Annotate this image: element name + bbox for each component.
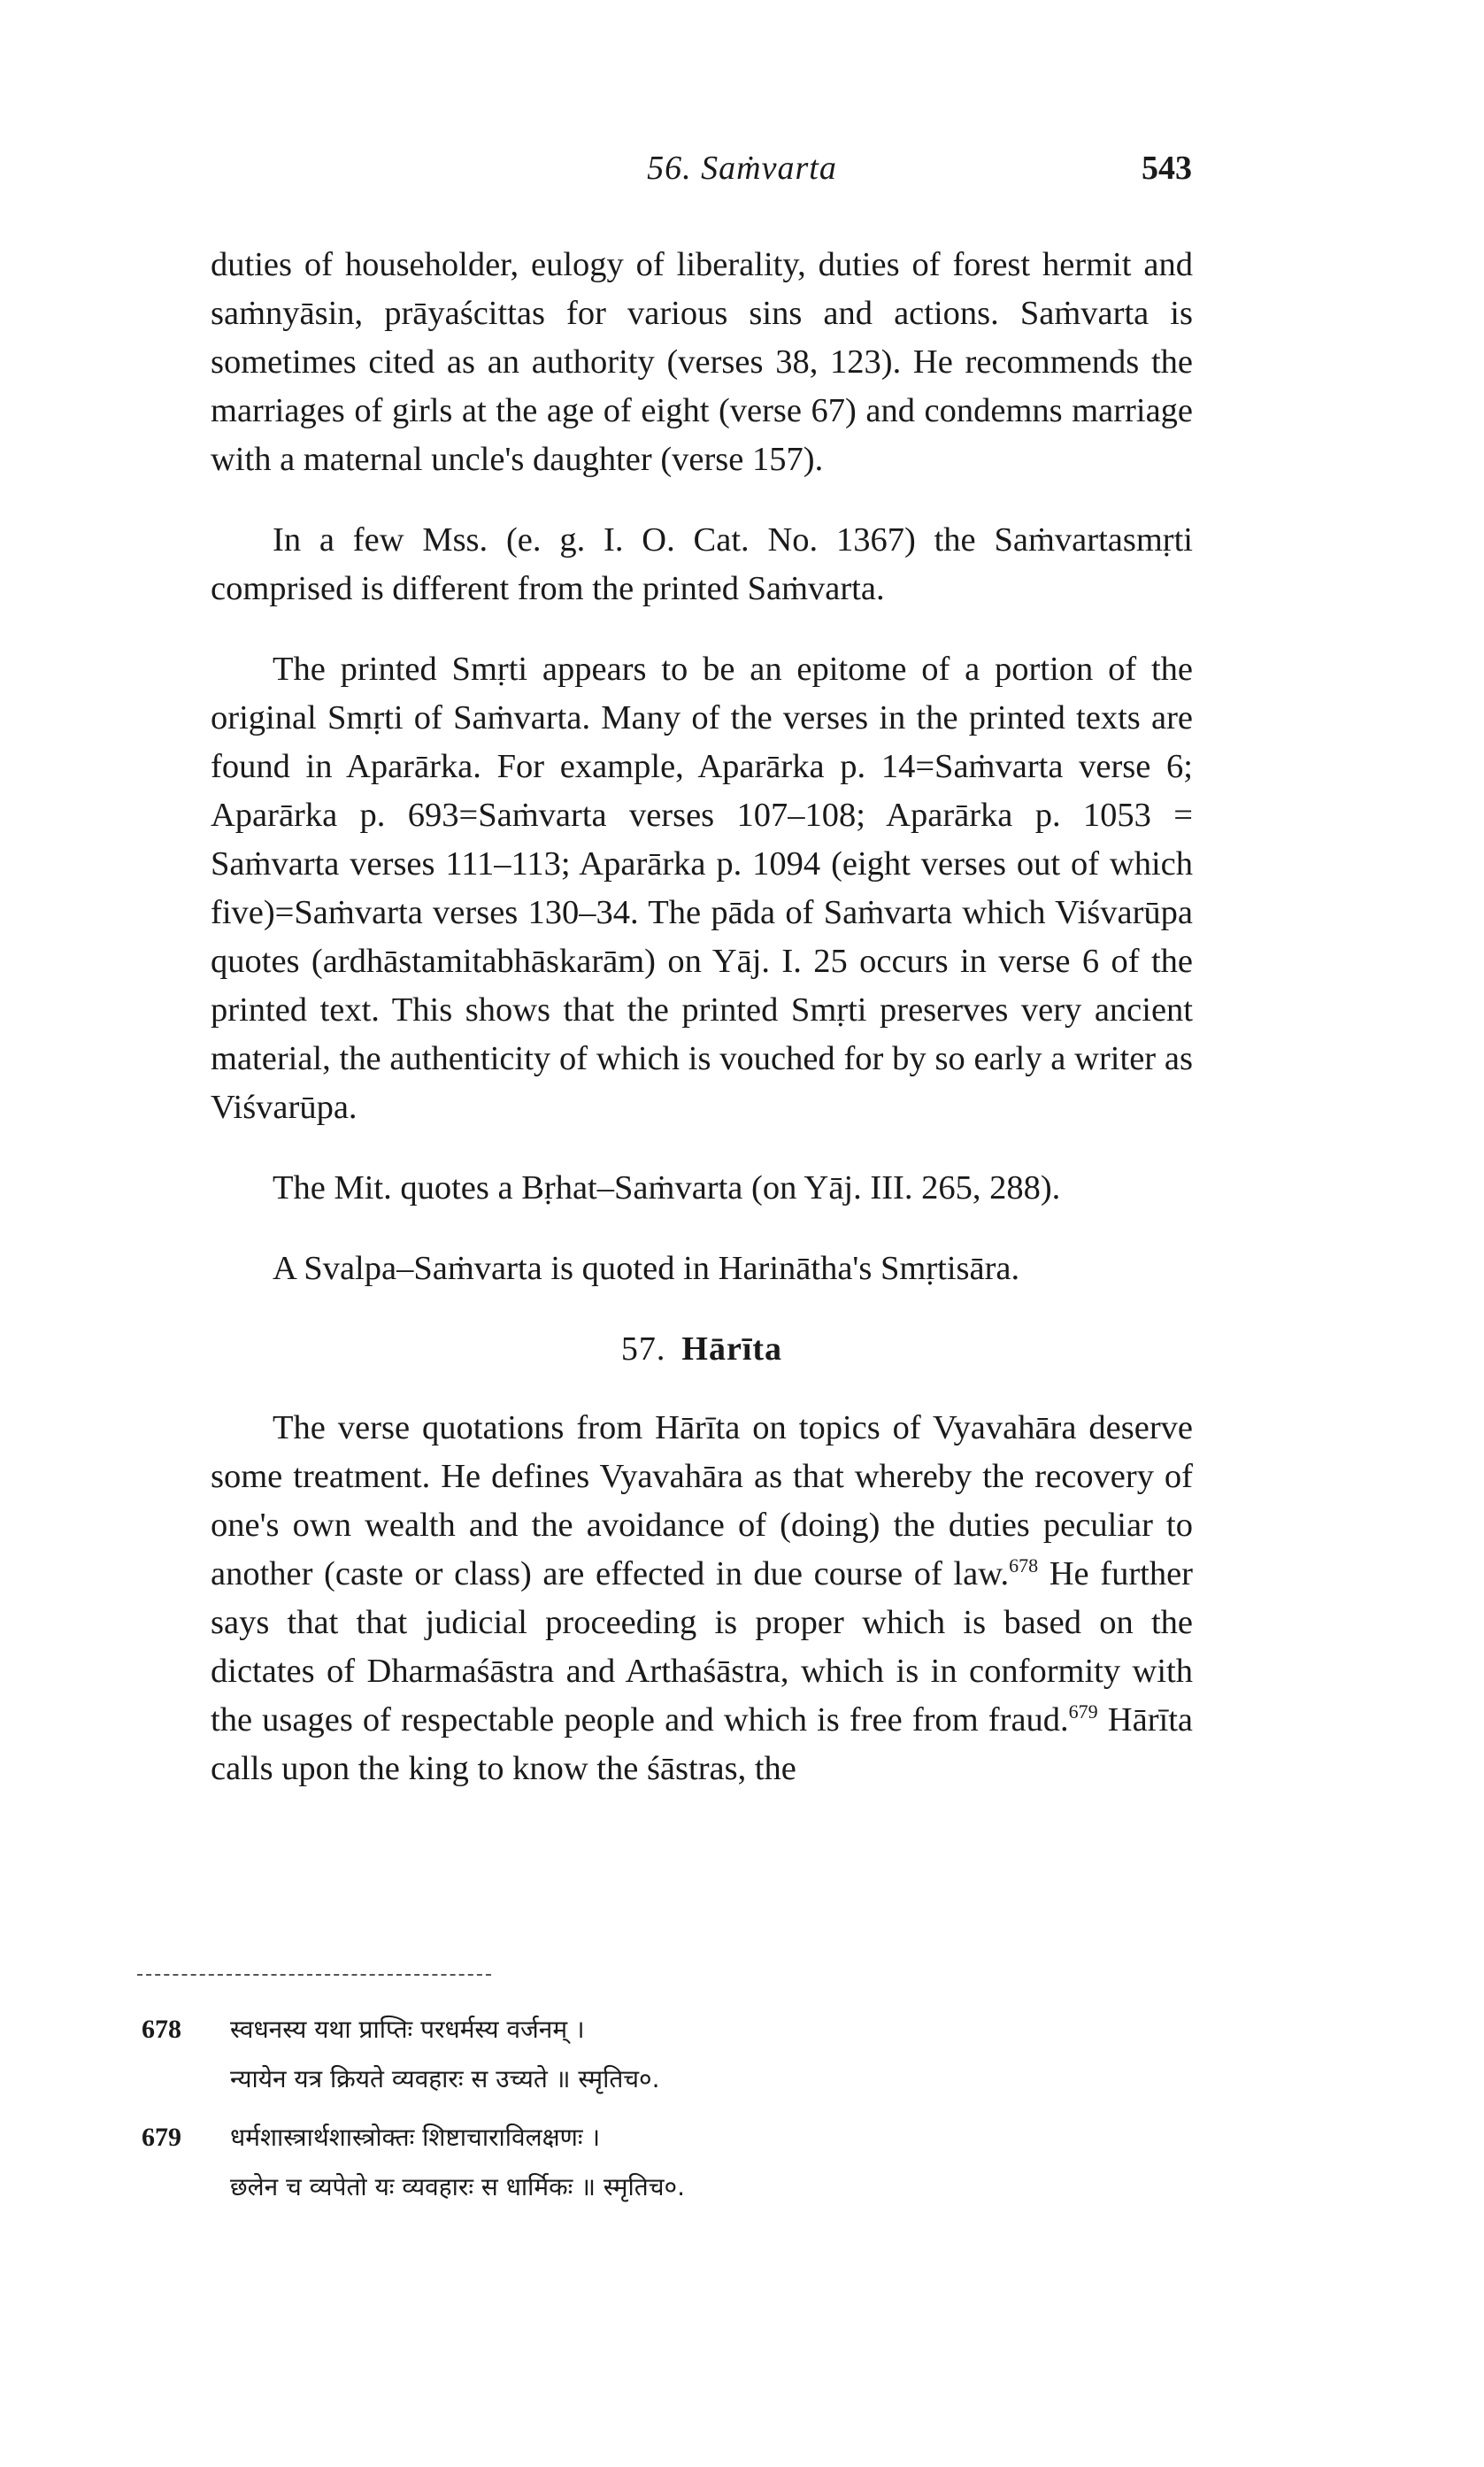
footnote-line: न्यायेन यत्र क्रियते व्यवहारः स उच्यते ॥ स्मृतिच०. — [230, 2064, 660, 2093]
section-heading — [211, 1325, 1193, 1374]
chapter-title: 56. Saṁvarta — [647, 150, 837, 187]
harita-text-1: The verse quotations from Hārīta on topics of Vyavahāra deserve some treatment. He defines Vyavahāra as that whereby the recovery of one's own wealth and the avoidance of (doing) the duties peculiar to another (caste or class) are effected in due course of law. — [211, 1409, 1193, 1592]
harita-text-2: He further says that that judicial proceeding is proper which is based on the dictates of Dharmaśāstra and Arthaśāstra, which is in conformity with the usages of respectable people and which is free from fraud. — [211, 1555, 1193, 1738]
paragraph-printed-smrti: The printed Smṛti appears to be an epitome of a portion of the original Smṛti of Saṁvarta. Many of the verses in the printed texts are found in Aparārka. For example, Aparārka p. 14=Saṁvarta verse 6; Aparārka p. 693=Saṁvarta verses 107–108; Aparārka p. 1053 = Saṁvarta verses 111–113; Aparārka p. 1094 (eight verses out of which five)=Saṁvarta verses 130–34. The pāda of Saṁvarta which Viśvarūpa quotes (ardhāstamitabhāskarām) on Yāj. I. 25 occurs in verse 6 of the printed text. This shows that the printed Smṛti preserves very ancient material, the authenticity of which is vouched for by so early a writer as Viśvarūpa. — [211, 651, 1193, 1126]
body-text — [211, 241, 1193, 1825]
footnote-number: 679 — [142, 2123, 181, 2152]
paragraph-svalpa: A Svalpa–Saṁvarta is quoted in Harinātha's Smṛtisāra. — [273, 1250, 1020, 1287]
page-number: 543 — [1142, 150, 1192, 187]
running-head — [0, 149, 1484, 202]
footnote-ref-679[interactable]: 679 — [1068, 1700, 1098, 1723]
section-title: Hārīta — [681, 1330, 783, 1368]
paragraph-mss: In a few Mss. (e. g. I. O. Cat. No. 1367) the Saṁvartasmṛti comprised is different from the printed Saṁvarta. — [211, 521, 1193, 607]
footnotes — [142, 2005, 1203, 2221]
footnote — [142, 2113, 1203, 2212]
harita-text-3: Hārīta calls upon the king to know the śāstras, the — [211, 1701, 1193, 1787]
footnote-line: छलेन च व्यपेतो यः व्यवहारः स धार्मिकः ॥ स्मृतिच०. — [230, 2172, 685, 2201]
footnote-ref-678[interactable]: 678 — [1009, 1554, 1039, 1577]
footnote — [142, 2005, 1203, 2104]
footnote-text — [230, 2005, 1203, 2104]
paragraph-mit: The Mit. quotes a Bṛhat–Saṁvarta (on Yāj. III. 265, 288). — [273, 1169, 1061, 1207]
footnote-text — [230, 2113, 1203, 2212]
footnote-line: स्वधनस्य यथा प्राप्तिः परधर्मस्य वर्जनम् । — [230, 2015, 585, 2044]
section-number: 57. — [620, 1330, 666, 1368]
footnote-number: 678 — [142, 2015, 181, 2044]
footnote-rule — [137, 1974, 491, 1976]
paragraph-continuation: duties of householder, eulogy of liberality, duties of forest hermit and saṁnyāsin, prāyaścittas for various sins and actions. Saṁvarta is sometimes cited as an authority (verses 38, 123). He recommends the marriages of girls at the age of eight (verse 67) and condemns marriage with a maternal uncle's daughter (verse 157). — [211, 246, 1193, 478]
footnote-line: धर्मशास्त्रार्थशास्त्रोक्तः शिष्टाचाराविलक्षणः । — [230, 2123, 601, 2152]
paragraph-harita — [211, 1404, 1193, 1793]
